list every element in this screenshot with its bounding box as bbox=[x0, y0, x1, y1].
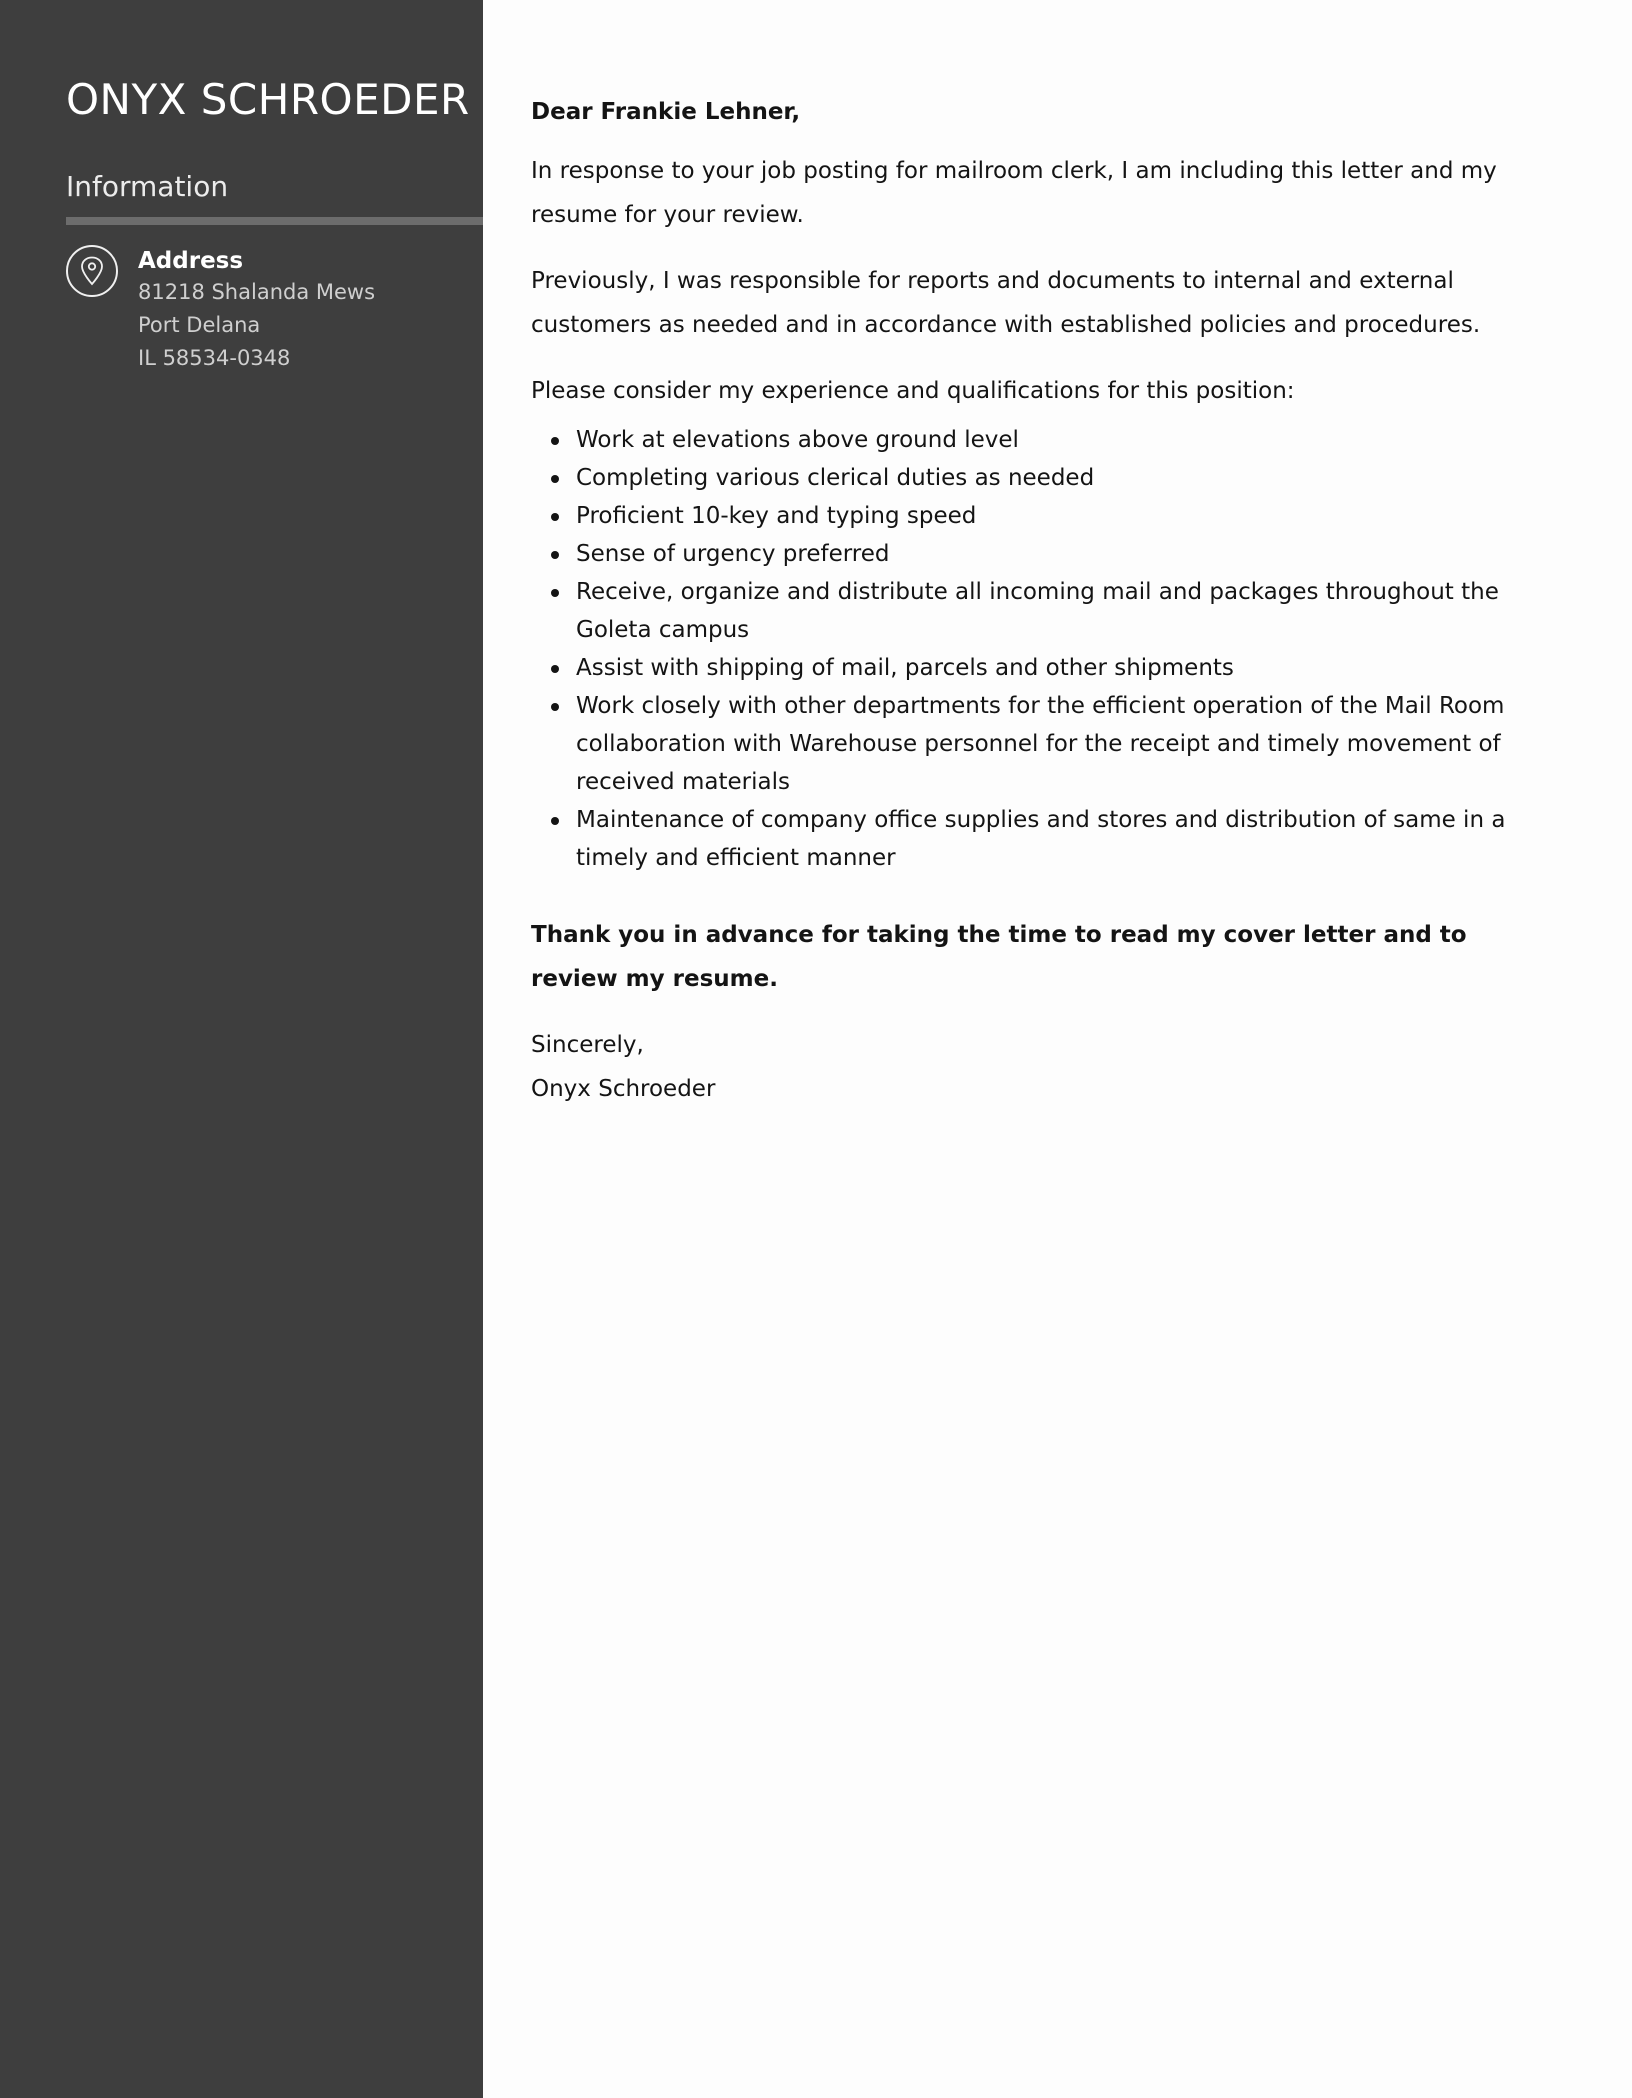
signature: Onyx Schroeder bbox=[531, 1076, 716, 1102]
list-item: Assist with shipping of mail, parcels and other shipments bbox=[531, 649, 1552, 687]
list-item: Sense of urgency preferred bbox=[531, 535, 1552, 573]
list-item: Maintenance of company office supplies and stores and distribution of same in a timely and efficient manner bbox=[531, 801, 1552, 877]
address-line: Port Delana bbox=[138, 313, 261, 337]
letter-body bbox=[483, 0, 1632, 2098]
sidebar bbox=[0, 0, 483, 2098]
information-heading: Information bbox=[66, 170, 229, 203]
applicant-name: ONYX SCHROEDER bbox=[66, 75, 470, 124]
list-item: Receive, organize and distribute all incoming mail and packages throughout the Goleta campus bbox=[531, 573, 1552, 649]
address-label: Address bbox=[138, 248, 244, 274]
paragraph: In response to your job posting for mailroom clerk, I am including this letter and my resume for your review. bbox=[531, 158, 1497, 228]
map-pin-icon bbox=[66, 245, 118, 297]
list-item: Work at elevations above ground level bbox=[531, 421, 1552, 459]
address-line: IL 58534-0348 bbox=[138, 346, 291, 370]
list-item: Completing various clerical duties as needed bbox=[531, 459, 1552, 497]
address-text bbox=[138, 246, 375, 375]
list-item: Proficient 10-key and typing speed bbox=[531, 497, 1552, 535]
section-divider bbox=[66, 217, 483, 225]
address-line: 81218 Shalanda Mews bbox=[138, 280, 376, 304]
paragraph: Please consider my experience and qualifications for this position: bbox=[531, 378, 1295, 404]
greeting: Dear Frankie Lehner, bbox=[531, 99, 801, 125]
qualifications-list bbox=[531, 421, 1552, 877]
address-block bbox=[66, 245, 483, 375]
paragraph: Previously, I was responsible for reports and documents to internal and external customers as needed and in accordance with established policies and procedures. bbox=[531, 268, 1481, 338]
closing-statement: Thank you in advance for taking the time to read my cover letter and to review my resume. bbox=[531, 922, 1467, 992]
signoff: Sincerely, bbox=[531, 1032, 644, 1058]
list-item: Work closely with other departments for the efficient operation of the Mail Room collaboration with Warehouse personnel for the receipt and timely movement of received materials bbox=[531, 687, 1552, 801]
